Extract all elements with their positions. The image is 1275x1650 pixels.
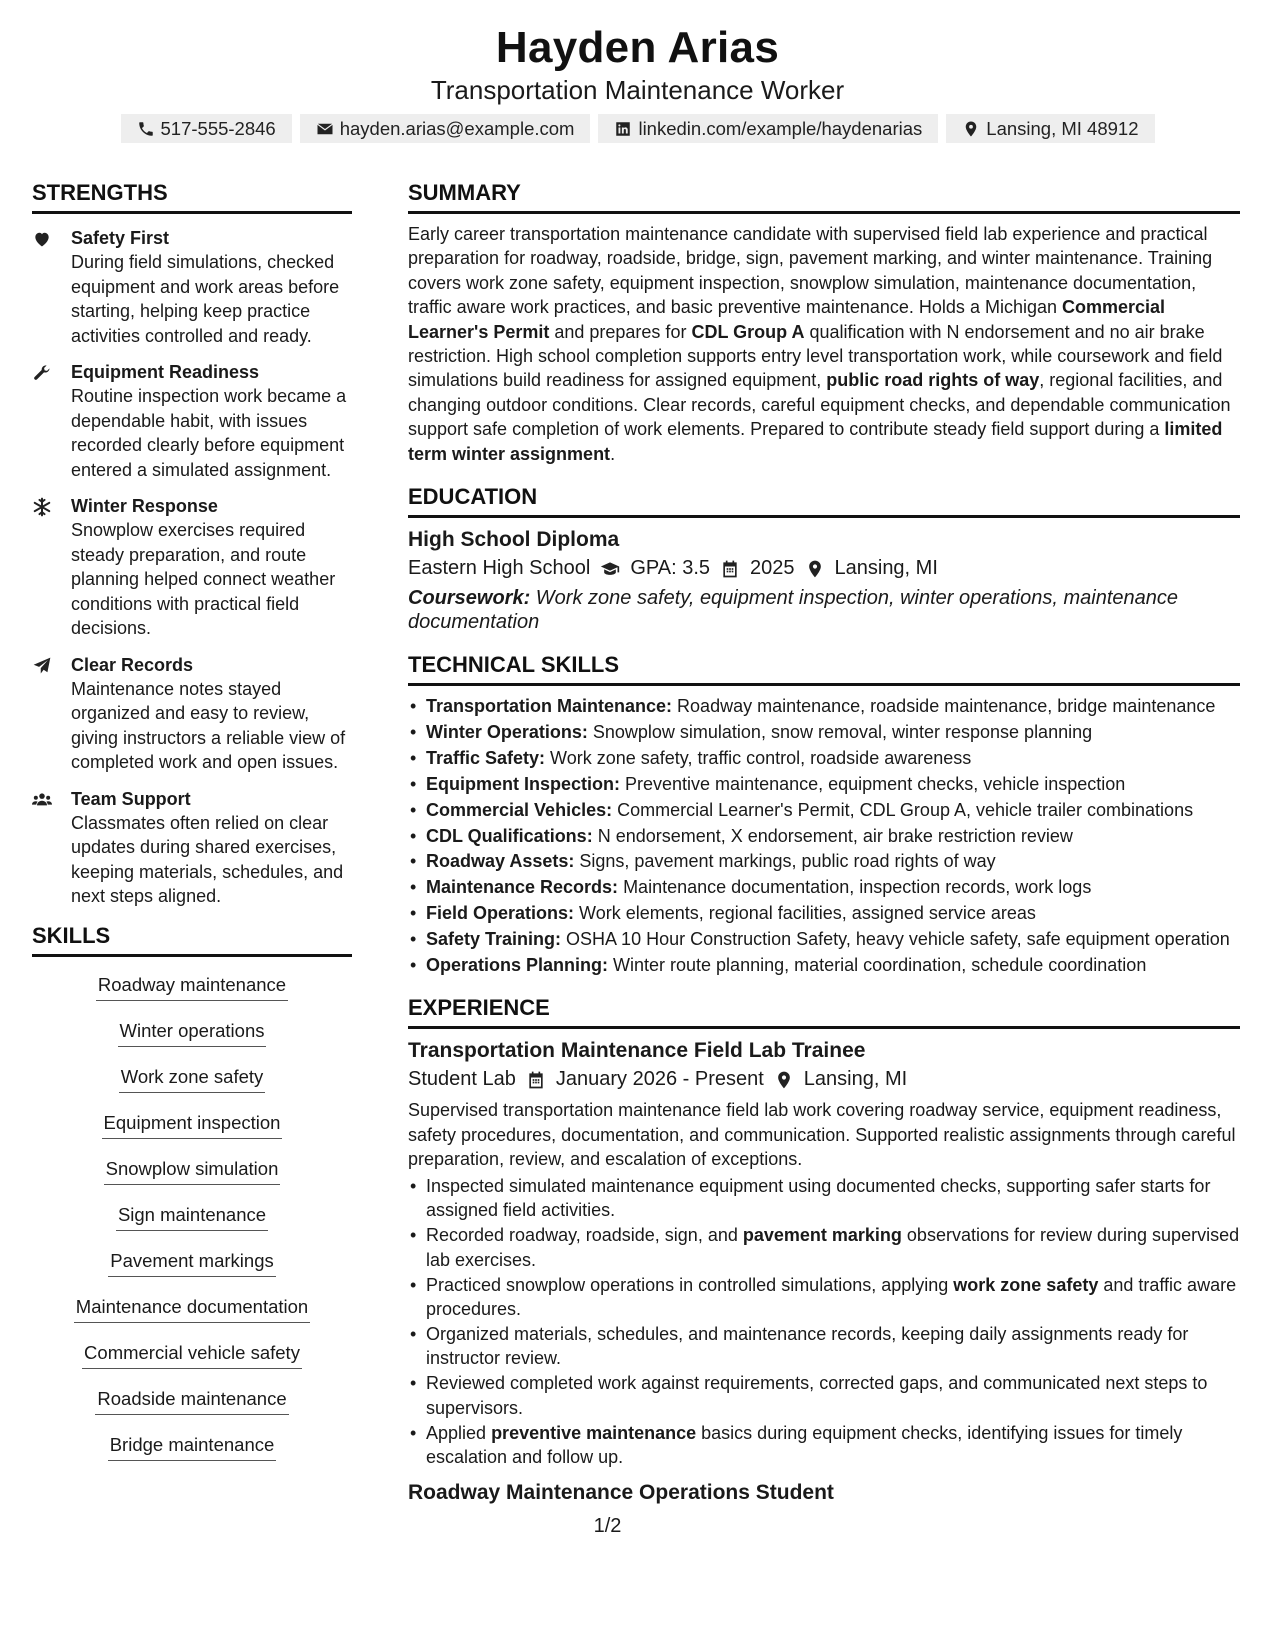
- bullet-bold: preventive maintenance: [491, 1422, 697, 1443]
- tech-skill-label: Transportation Maintenance:: [426, 696, 673, 717]
- job-title: Transportation Maintenance Field Lab Trainee: [408, 1039, 866, 1063]
- education-location: Lansing, MI: [834, 557, 938, 580]
- summary-part: Early career transportation maintenance candidate with supervised field lab experience and practical preparation for roadway, roadside, bridge, sign, pavement marking, and winter maintenance. Training covers work zone safety, equipment inspection, snowplow simulation, maintenance documentation, traffic aware work practices, and basic preventive maintenance. Holds a Michigan: [408, 224, 1213, 318]
- job-title-headline: Transportation Maintenance Worker: [430, 75, 845, 105]
- education-gpa: GPA: 3.5: [630, 557, 710, 580]
- graduation-cap-icon: [600, 559, 620, 579]
- tech-skill-value: N endorsement, X endorsement, air brake restriction review: [592, 825, 1073, 846]
- tech-skill-label: Operations Planning:: [426, 954, 609, 975]
- page-number: [0, 1515, 1275, 1538]
- skill-tag: Work zone safety: [119, 1059, 266, 1093]
- contact-phone-text: 517-555-2846: [160, 117, 276, 139]
- strength-title: Team Support: [71, 788, 191, 809]
- list-item: [408, 746, 1240, 770]
- summary-part: qualification with N endorsement and no air brake restriction. High school completion supports entry level transportation work, while coursework and field simulations build readiness for assigned equipment,: [408, 321, 1223, 391]
- coursework-label: Coursework:: [408, 587, 531, 610]
- skill-tag: Winter operations: [118, 1013, 267, 1047]
- technical-skills-section: [408, 652, 1240, 977]
- strength-title: Clear Records: [71, 654, 194, 675]
- tech-skill-label: Commercial Vehicles:: [426, 799, 613, 820]
- education-heading: EDUCATION: [408, 484, 1240, 518]
- bullet-text: Recorded roadway, roadside, sign, and: [426, 1225, 743, 1246]
- summary-heading: SUMMARY: [408, 180, 1240, 214]
- tech-skill-value: Work zone safety, traffic control, roadside awareness: [545, 747, 972, 768]
- users-icon: [32, 790, 52, 810]
- contact-email[interactable]: [300, 114, 591, 143]
- strength-title: Safety First: [71, 228, 170, 248]
- tech-skill-value: Roadway maintenance, roadside maintenance, bridge maintenance: [672, 696, 1216, 717]
- skill-tag: Maintenance documentation: [74, 1289, 310, 1323]
- contact-phone[interactable]: [121, 114, 292, 143]
- summary-part-bold: Commercial Learner's Permit: [408, 297, 1166, 342]
- technical-skills-list: [408, 694, 1240, 977]
- bullet-text: Organized materials, schedules, and maintenance records, keeping daily assignments ready for instructor review.: [426, 1324, 1189, 1369]
- tech-skill-value: Snowplow simulation, snow removal, winter response planning: [587, 721, 1093, 742]
- strengths-list: [32, 226, 352, 909]
- bullet-bold: work zone safety: [953, 1274, 1099, 1295]
- job-dates: January 2026 - Present: [555, 1068, 764, 1091]
- list-item: [408, 1322, 1240, 1371]
- strength-desc: Snowplow exercises required steady preparation, and route planning helped connect weather conditions with practical field decisions.: [71, 520, 336, 638]
- job-meta: [408, 1065, 1240, 1094]
- envelope-icon: [316, 120, 334, 138]
- summary-part-bold: CDL Group A: [691, 321, 805, 342]
- experience-section: [408, 995, 1240, 1507]
- tech-skill-value: Winter route planning, material coordination, schedule coordination: [608, 954, 1147, 975]
- education-year: 2025: [750, 557, 795, 580]
- bullet-text: observations for review during supervised lab exercises.: [426, 1225, 1240, 1270]
- strength-item: [32, 787, 352, 909]
- list-item: [408, 1273, 1240, 1322]
- strength-desc: During field simulations, checked equipment and work areas before starting, helping keep practice activities controlled and ready.: [71, 252, 340, 346]
- skill-tag: Snowplow simulation: [104, 1151, 281, 1185]
- tech-skill-label: CDL Qualifications:: [426, 825, 593, 846]
- list-item: [408, 694, 1240, 718]
- skill-tag: Roadway maintenance: [96, 967, 288, 1001]
- bullet-text: Practiced snowplow operations in controlled simulations, applying: [426, 1274, 954, 1295]
- strength-item: [32, 494, 352, 641]
- bullet-text: and traffic aware procedures.: [426, 1274, 1237, 1320]
- tech-skill-value: Work elements, regional facilities, assigned service areas: [574, 903, 1036, 924]
- skills-list: [32, 967, 352, 1473]
- summary-part-bold: public road rights of way: [826, 370, 1040, 391]
- contact-bar: [0, 114, 1275, 143]
- tech-skill-value: Maintenance documentation, inspection records, work logs: [618, 877, 1092, 898]
- tech-skill-label: Maintenance Records:: [426, 877, 619, 898]
- list-item: [408, 824, 1240, 848]
- summary-part: , regional facilities, and changing outdoor conditions. Clear records, careful equipment checks, and dependable communication support safe completion of work elements. Prepared to contribute steady field support during a: [408, 370, 1231, 440]
- tech-skill-value: Signs, pavement markings, public road rights of way: [574, 851, 996, 872]
- list-item: [408, 720, 1240, 744]
- skill-tag: Equipment inspection: [102, 1105, 283, 1139]
- calendar-icon: [526, 1070, 546, 1090]
- contact-email-text: hayden.arias@example.com: [339, 117, 575, 139]
- bullet-text: basics during equipment checks, identifying issues for timely escalation and follow up.: [426, 1422, 1183, 1467]
- contact-linkedin-text: linkedin.com/example/haydenarias: [638, 117, 923, 139]
- right-column: [408, 180, 1240, 1507]
- tech-skill-label: Field Operations:: [426, 903, 575, 924]
- bullet-text: Inspected simulated maintenance equipment using documented checks, supporting safer starts for assigned field activities.: [426, 1176, 1211, 1221]
- summary-text: [408, 222, 1240, 466]
- education-section: [408, 484, 1240, 634]
- skill-tag: Bridge maintenance: [108, 1427, 277, 1461]
- strength-desc: Classmates often relied on clear updates during shared exercises, keeping materials, schedules, and next steps aligned.: [71, 812, 344, 906]
- list-item: [408, 772, 1240, 796]
- skill-tag: Pavement markings: [108, 1243, 275, 1277]
- summary-part: and prepares for: [549, 321, 692, 342]
- summary-part-bold: limited term winter assignment: [408, 419, 1223, 464]
- strength-item: [32, 653, 352, 775]
- skills-heading: SKILLS: [32, 923, 352, 957]
- tech-skill-label: Traffic Safety:: [426, 747, 546, 768]
- list-item: [408, 927, 1240, 951]
- list-item: [408, 1421, 1240, 1470]
- list-item: [408, 875, 1240, 899]
- strength-desc: Maintenance notes stayed organized and easy to review, giving instructors a reliable view of completed work and open issues.: [71, 678, 346, 772]
- education-school: Eastern High School: [408, 557, 591, 580]
- contact-linkedin[interactable]: [598, 114, 938, 143]
- list-item: [408, 1371, 1240, 1420]
- tech-skill-label: Winter Operations:: [426, 721, 588, 742]
- summary-part: .: [610, 443, 616, 464]
- skill-tag: Roadside maintenance: [95, 1381, 288, 1415]
- education-degree: High School Diploma: [408, 528, 620, 552]
- skill-tag: Commercial vehicle safety: [82, 1335, 302, 1369]
- tech-skill-value: Commercial Learner's Permit, CDL Group A, vehicle trailer combinations: [612, 799, 1194, 820]
- list-item: [408, 1223, 1240, 1272]
- strength-title: Winter Response: [71, 496, 218, 516]
- tech-skill-value: OSHA 10 Hour Construction Safety, heavy vehicle safety, safe equipment operation: [561, 929, 1230, 950]
- list-item: [408, 849, 1240, 873]
- left-column: [32, 180, 352, 1473]
- list-item: [408, 1174, 1240, 1223]
- paper-plane-icon: [32, 656, 52, 676]
- contact-location-text: Lansing, MI 48912: [986, 117, 1139, 139]
- tech-skill-label: Equipment Inspection:: [426, 773, 621, 794]
- map-pin-icon: [774, 1070, 794, 1090]
- strength-title: Equipment Readiness: [71, 362, 260, 382]
- strengths-heading: STRENGTHS: [32, 180, 352, 214]
- experience-heading: EXPERIENCE: [408, 995, 1240, 1029]
- snowflake-icon: [32, 497, 52, 517]
- tech-skill-value: Preventive maintenance, equipment checks, vehicle inspection: [620, 773, 1126, 794]
- technical-skills-heading: TECHNICAL SKILLS: [408, 652, 1240, 686]
- job-bullets: [408, 1174, 1240, 1469]
- resume-header: [0, 22, 1275, 143]
- bullet-text: Reviewed completed work against requirements, corrected gaps, and communicated next steps to supervisors.: [426, 1373, 1208, 1418]
- tech-skill-label: Safety Training:: [426, 929, 562, 950]
- list-item: [408, 953, 1240, 977]
- job-description: Supervised transportation maintenance field lab work covering roadway service, equipment readiness, safety procedures, documentation, and communication. Supported realistic assignments through careful preparation, review, and escalation of exceptions.: [408, 1100, 1236, 1169]
- linkedin-icon: [614, 120, 632, 138]
- phone-icon: [137, 120, 155, 138]
- skills-section: [32, 923, 352, 1473]
- education-coursework: [408, 586, 1240, 634]
- job-title: Roadway Maintenance Operations Student: [408, 1481, 834, 1505]
- candidate-name: Hayden Arias: [495, 23, 780, 72]
- wrench-icon: [32, 363, 52, 383]
- list-item: [408, 901, 1240, 925]
- list-item: [408, 798, 1240, 822]
- strength-item: [32, 226, 352, 348]
- map-pin-icon: [805, 559, 825, 579]
- skill-tag: Sign maintenance: [116, 1197, 268, 1231]
- contact-location[interactable]: [946, 114, 1154, 143]
- job-location: Lansing, MI: [803, 1068, 908, 1091]
- education-meta: [408, 554, 1240, 583]
- job-org: Student Lab: [408, 1068, 516, 1091]
- bullet-bold: pavement marking: [742, 1225, 902, 1246]
- calendar-icon: [720, 559, 740, 579]
- map-pin-icon: [962, 120, 980, 138]
- page-number-text: 1/2: [593, 1515, 622, 1537]
- heart-icon: [32, 229, 52, 249]
- tech-skill-label: Roadway Assets:: [426, 851, 575, 872]
- bullet-text: Applied: [426, 1422, 492, 1443]
- coursework-text: Work zone safety, equipment inspection, winter operations, maintenance documentation: [408, 587, 1179, 634]
- strength-desc: Routine inspection work became a dependable habit, with issues recorded clearly before equipment entered a simulated assignment.: [71, 386, 347, 480]
- strength-item: [32, 360, 352, 482]
